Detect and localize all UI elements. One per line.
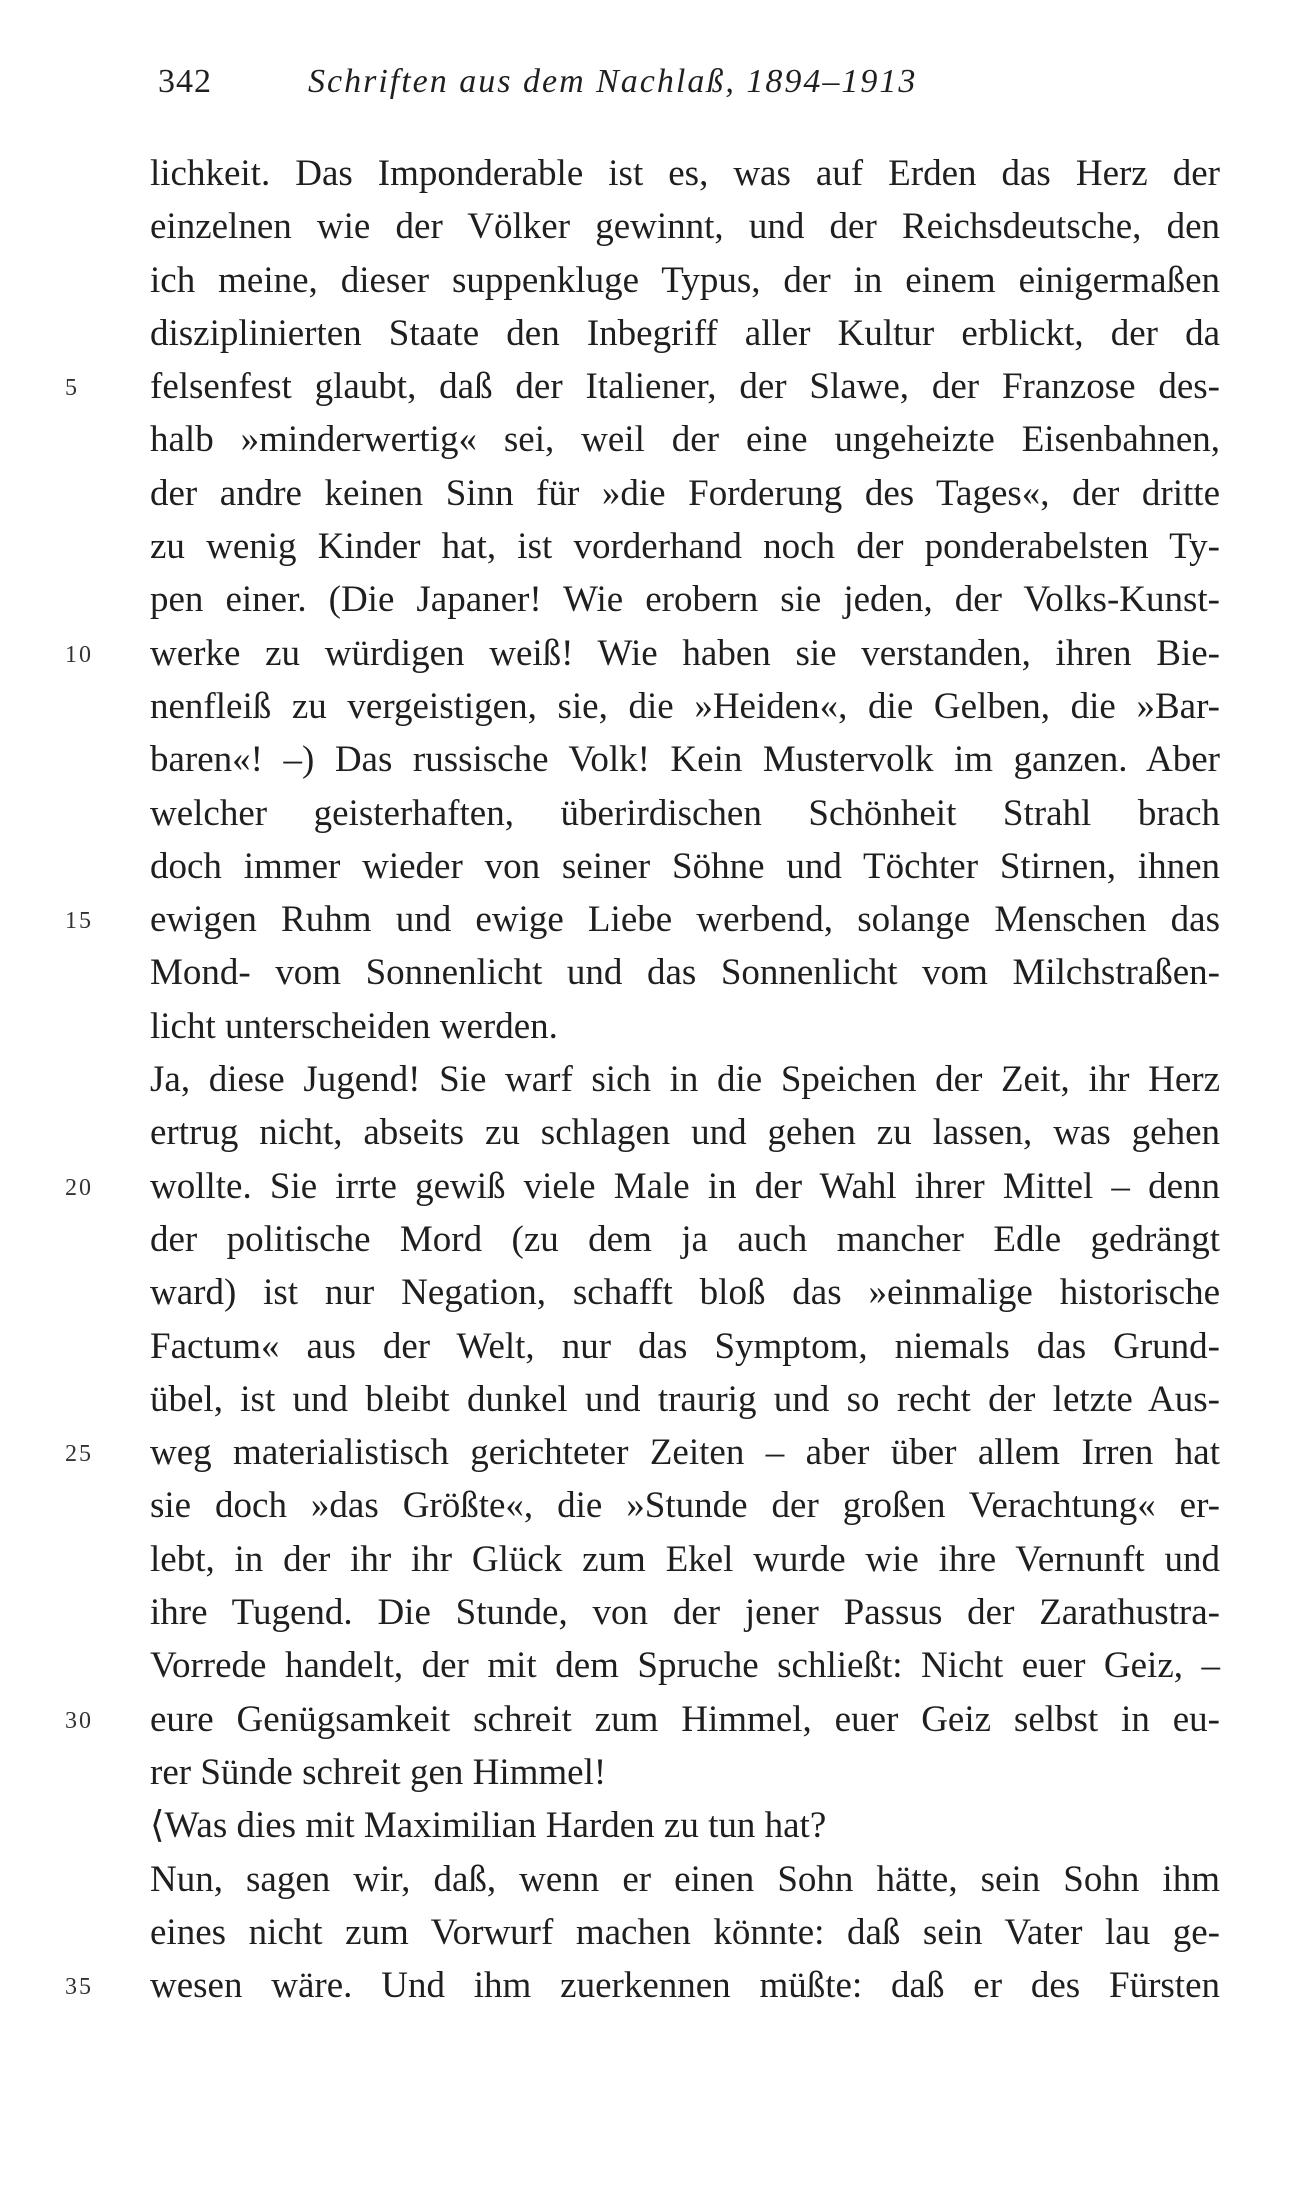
line-text: baren«! –) Das russische Volk! Kein Mustervolk im ganzen. Aber	[150, 739, 1220, 781]
text-line	[150, 946, 1220, 999]
text-line	[150, 1799, 1220, 1852]
line-text: der politische Mord (zu dem ja auch mancher Edle gedrängt	[150, 1218, 1220, 1260]
text-line	[150, 1853, 1220, 1906]
body-text	[65, 147, 1220, 2012]
line-text: licht unterscheiden werden.	[150, 1005, 558, 1047]
text-line	[65, 627, 1220, 680]
line-number: 25	[65, 1441, 93, 1468]
text-line	[150, 1746, 1220, 1799]
text-line	[150, 1533, 1220, 1586]
line-number: 15	[65, 908, 93, 935]
line-text: Factum« aus der Welt, nur das Symptom, niemals das Grund-	[150, 1325, 1220, 1367]
line-text: ertrug nicht, abseits zu schlagen und gehen zu lassen, was gehen	[150, 1112, 1220, 1154]
text-line	[150, 254, 1220, 307]
line-text: wollte. Sie irrte gewiß viele Male in der Wahl ihrer Mittel – denn	[150, 1165, 1220, 1207]
text-line	[150, 520, 1220, 573]
line-text: Mond- vom Sonnenlicht und das Sonnenlicht vom Milchstraßen-	[150, 952, 1220, 994]
line-text: ward) ist nur Negation, schafft bloß das »einmalige historische	[150, 1272, 1220, 1314]
text-line	[65, 1160, 1220, 1213]
text-line	[150, 1320, 1220, 1373]
line-text: sie doch »das Größte«, die »Stunde der großen Verachtung« er-	[150, 1485, 1220, 1527]
line-text: nenfleiß zu vergeistigen, sie, die »Heiden«, die Gelben, die »Bar-	[150, 685, 1220, 727]
line-text: lebt, in der ihr ihr Glück zum Ekel wurde wie ihre Vernunft und	[150, 1538, 1220, 1580]
text-line	[150, 573, 1220, 626]
line-text: einzelnen wie der Völker gewinnt, und der Reichsdeutsche, den	[150, 206, 1220, 248]
line-text: lichkeit. Das Imponderable ist es, was auf Erden das Herz der	[150, 153, 1220, 194]
line-text: wesen wäre. Und ihm zuerkennen müßte: daß er des Fürsten	[150, 1965, 1220, 2007]
text-line	[65, 1959, 1220, 2012]
running-head-title: Schriften aus dem Nachlaß, 1894–1913	[308, 63, 918, 100]
line-number: 35	[65, 1974, 93, 2001]
line-text: der andre keinen Sinn für »die Forderung des Tages«, der dritte	[150, 472, 1220, 514]
text-line	[150, 147, 1220, 200]
line-text: zu wenig Kinder hat, ist vorderhand noch der ponderabelsten Ty-	[150, 526, 1220, 568]
line-text: doch immer wieder von seiner Söhne und Töchter Stirnen, ihnen	[150, 845, 1220, 887]
text-line	[150, 1586, 1220, 1639]
line-number: 20	[65, 1174, 93, 1201]
text-line	[150, 733, 1220, 786]
text-line	[65, 360, 1220, 413]
text-line	[150, 467, 1220, 520]
text-line	[150, 413, 1220, 466]
line-text: disziplinierten Staate den Inbegriff aller Kultur erblickt, der da	[150, 312, 1220, 354]
line-text: Vorrede handelt, der mit dem Spruche schließt: Nicht euer Geiz, –	[150, 1645, 1220, 1687]
text-line	[150, 307, 1220, 360]
text-line	[150, 1213, 1220, 1266]
line-text: pen einer. (Die Japaner! Wie erobern sie jeden, der Volks-Kunst-	[150, 579, 1220, 621]
line-text: halb »minderwertig« sei, weil der eine ungeheizte Eisenbahnen,	[150, 419, 1220, 461]
line-text: ewigen Ruhm und ewige Liebe werbend, solange Menschen das	[150, 899, 1220, 941]
text-line	[150, 1373, 1220, 1426]
line-text: ⟨Was dies mit Maximilian Harden zu tun hat?	[150, 1805, 827, 1847]
line-text: eines nicht zum Vorwurf machen könnte: daß sein Vater lau ge-	[150, 1911, 1220, 1953]
line-text: weg materialistisch gerichteter Zeiten – aber über allem Irren hat	[150, 1432, 1220, 1474]
line-number: 10	[65, 641, 93, 668]
text-line	[150, 1906, 1220, 1959]
line-text: welcher geisterhaften, überirdischen Schönheit Strahl brach	[150, 792, 1220, 834]
line-text: ich meine, dieser suppenkluge Typus, der in einem einigermaßen	[150, 259, 1220, 301]
text-line	[65, 1426, 1220, 1479]
text-line	[65, 893, 1220, 946]
text-line	[150, 1053, 1220, 1106]
line-text: übel, ist und bleibt dunkel und traurig und so recht der letzte Aus-	[150, 1378, 1220, 1420]
line-text: Ja, diese Jugend! Sie warf sich in die Speichen der Zeit, ihr Herz	[150, 1059, 1220, 1101]
page-number: 342	[158, 63, 212, 100]
line-text: rer Sünde schreit gen Himmel!	[150, 1751, 607, 1793]
text-line	[150, 1479, 1220, 1532]
line-text: Nun, sagen wir, daß, wenn er einen Sohn hätte, sein Sohn ihm	[150, 1858, 1220, 1900]
running-head	[158, 52, 917, 112]
text-line	[65, 1693, 1220, 1746]
line-number: 30	[65, 1707, 93, 1734]
text-line	[150, 1266, 1220, 1319]
line-text: felsenfest glaubt, daß der Italiener, der Slawe, der Franzose des-	[150, 366, 1220, 408]
line-text: eure Genügsamkeit schreit zum Himmel, euer Geiz selbst in eu-	[150, 1698, 1220, 1740]
text-line	[150, 1639, 1220, 1692]
text-line	[150, 1000, 1220, 1053]
text-line	[150, 787, 1220, 840]
text-line	[150, 840, 1220, 893]
line-number: 5	[65, 375, 79, 402]
text-line	[150, 1106, 1220, 1159]
line-text: ihre Tugend. Die Stunde, von der jener Passus der Zarathustra-	[150, 1592, 1220, 1634]
text-line	[150, 680, 1220, 733]
line-text: werke zu würdigen weiß! Wie haben sie verstanden, ihren Bie-	[150, 632, 1220, 674]
text-line	[150, 200, 1220, 253]
